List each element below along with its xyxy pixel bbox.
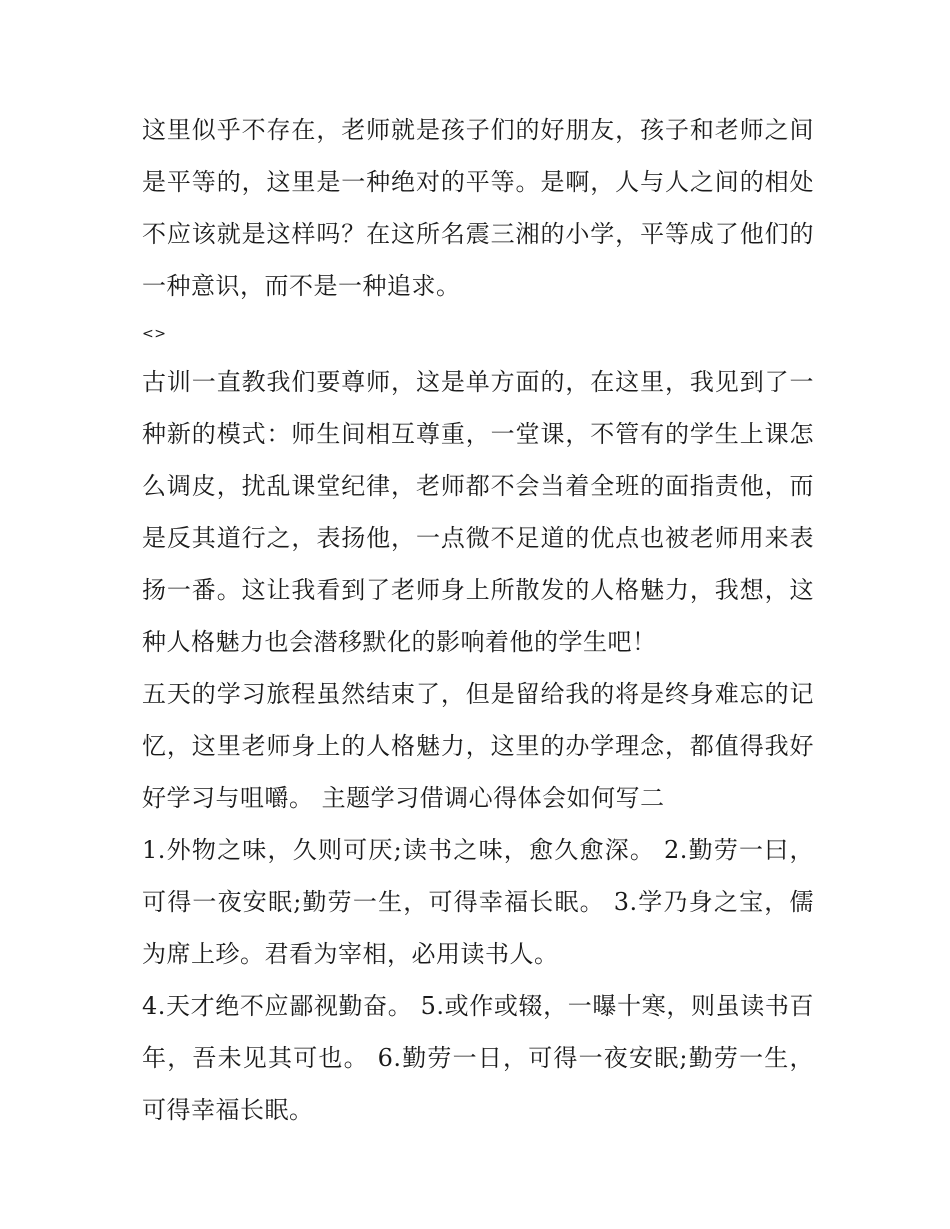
paragraph-conclusion: 五天的学习旅程虽然结束了，但是留给我的将是终身难忘的记忆，这里老师身上的人格魅力，这里的办学理念，都值得我好好学习与咀嚼。 主题学习借调心得体会如何写二 [142, 680, 814, 812]
paragraph-placeholder-marker: <> [142, 326, 167, 342]
paragraph-quotes-2: 4.天才绝不应鄙视勤奋。 5.或作或辍，一曝十寒，则虽读书百年，吾未见其可也。 6.勤劳一日，可得一夜安眠;勤劳一生，可得幸福长眠。 [142, 992, 814, 1124]
document-body [142, 104, 814, 1136]
paragraph-quotes-1: 1.外物之味，久则可厌;读书之味，愈久愈深。 2.勤劳一曰，可得一夜安眠;勤劳一生，可得幸福长眠。 3.学乃身之宝，儒为席上珍。君看为宰相，必用读书人。 [142, 836, 814, 968]
paragraph-equality: 这里似乎不存在，老师就是孩子们的好朋友，孩子和老师之间是平等的，这里是一种绝对的平等。是啊，人与人之间的相处不应该就是这样吗？在这所名震三湘的小学，平等成了他们的一种意识，而不是一种追求。 [142, 116, 814, 300]
paragraph-mutual-respect: 古训一直教我们要尊师，这是单方面的，在这里，我见到了一种新的模式：师生间相互尊重，一堂课，不管有的学生上课怎么调皮，扰乱课堂纪律，老师都不会当着全班的面指责他，而是反其道行之，表扬他，一点微不足道的优点也被老师用来表扬一番。这让我看到了老师身上所散发的人格魅力，我想，这种人格魅力也会潜移默化的影响着他的学生吧！ [142, 368, 814, 656]
